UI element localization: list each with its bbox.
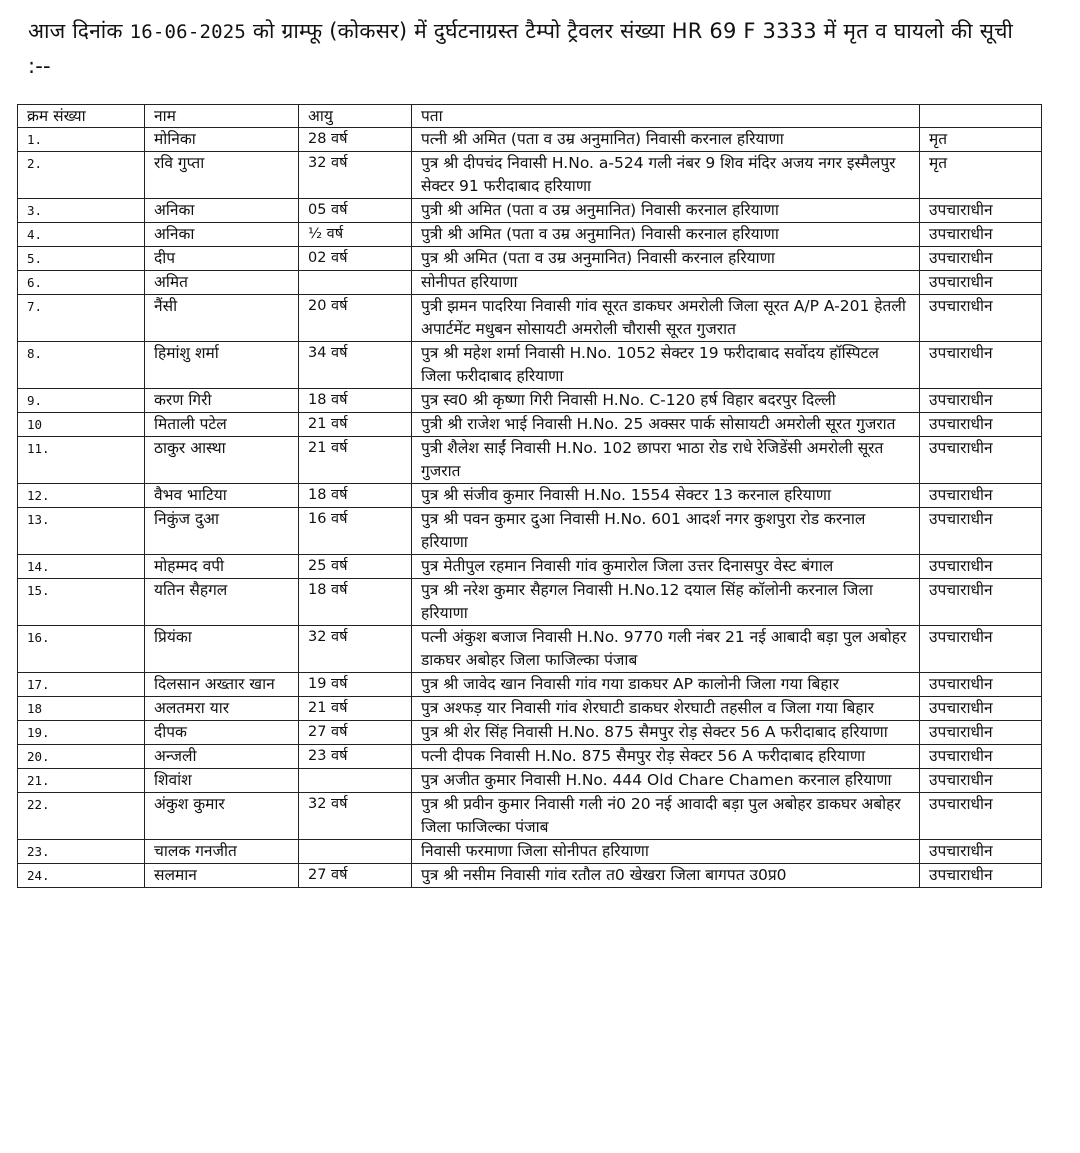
status-cell: उपचाराधीन — [920, 769, 1042, 793]
table-row — [18, 247, 1042, 271]
table-row — [18, 840, 1042, 864]
status-cell: उपचाराधीन — [920, 721, 1042, 745]
name-cell: अलतमरा यार — [145, 697, 299, 721]
name-cell: ठाकुर आस्था — [145, 437, 299, 484]
serial-cell: 1. — [18, 128, 145, 152]
name-cell: अनिका — [145, 199, 299, 223]
status-cell: मृत — [920, 152, 1042, 199]
serial-cell: 23. — [18, 840, 145, 864]
address-cell: पुत्र श्री शेर सिंह निवासी H.No. 875 सैमपुर रोड़ सेक्टर 56 A फरीदाबाद हरियाणा — [412, 721, 920, 745]
status-cell: उपचाराधीन — [920, 413, 1042, 437]
age-cell — [299, 840, 412, 864]
table-row — [18, 793, 1042, 840]
status-cell: उपचाराधीन — [920, 673, 1042, 697]
status-cell: उपचाराधीन — [920, 389, 1042, 413]
table-row — [18, 626, 1042, 673]
age-cell — [299, 769, 412, 793]
address-cell: पत्नी दीपक निवासी H.No. 875 सैमपुर रोड़ सेक्टर 56 A फरीदाबाद हरियाणा — [412, 745, 920, 769]
name-cell: सलमान — [145, 864, 299, 888]
name-cell: निकुंज दुआ — [145, 508, 299, 555]
heading-suffix: को ग्राम्फू (कोकसर) में दुर्घटनाग्रस्त टैम्पो ट्रैवलर संख्या HR 69 F 3333 में मृत व घायलो की सूची :-- — [28, 19, 1014, 78]
status-cell: उपचाराधीन — [920, 295, 1042, 342]
heading-prefix: आज दिनांक — [28, 19, 123, 43]
address-cell: पुत्री शैलेश साईं निवासी H.No. 102 छापरा भाठा रोड राधे रेजिडेंसी अमरोली सूरत गुजरात — [412, 437, 920, 484]
table-row — [18, 128, 1042, 152]
serial-cell: 4. — [18, 223, 145, 247]
header-address: पता — [412, 105, 920, 128]
name-cell: चालक गनजीत — [145, 840, 299, 864]
table-row — [18, 437, 1042, 484]
age-cell: 16 वर्ष — [299, 508, 412, 555]
age-cell: 25 वर्ष — [299, 555, 412, 579]
table-row — [18, 555, 1042, 579]
age-cell — [299, 271, 412, 295]
serial-cell: 3. — [18, 199, 145, 223]
address-cell: पुत्र स्व0 श्री कृष्णा गिरी निवासी H.No. C-120 हर्ष विहार बदरपुर दिल्ली — [412, 389, 920, 413]
address-cell: पुत्र अश्फड़ यार निवासी गांव शेरघाटी डाकघर शेरघाटी तहसील व जिला गया बिहार — [412, 697, 920, 721]
address-cell: पत्नी श्री अमित (पता व उम्र अनुमानित) निवासी करनाल हरियाणा — [412, 128, 920, 152]
name-cell: अमित — [145, 271, 299, 295]
table-row — [18, 389, 1042, 413]
table-row — [18, 697, 1042, 721]
status-cell: मृत — [920, 128, 1042, 152]
table-row — [18, 152, 1042, 199]
header-status — [920, 105, 1042, 128]
table-row — [18, 673, 1042, 697]
serial-cell: 14. — [18, 555, 145, 579]
status-cell: उपचाराधीन — [920, 437, 1042, 484]
serial-cell: 12. — [18, 484, 145, 508]
status-cell: उपचाराधीन — [920, 342, 1042, 389]
age-cell: 18 वर्ष — [299, 579, 412, 626]
serial-cell: 7. — [18, 295, 145, 342]
age-cell: 18 वर्ष — [299, 389, 412, 413]
name-cell: रवि गुप्ता — [145, 152, 299, 199]
address-cell: पुत्र श्री दीपचंद निवासी H.No. a-524 गली नंबर 9 शिव मंदिर अजय नगर इस्मैलपुर सेक्टर 91 फरीदाबाद हरियाणा — [412, 152, 920, 199]
age-cell: 21 वर्ष — [299, 437, 412, 484]
status-cell: उपचाराधीन — [920, 199, 1042, 223]
status-cell: उपचाराधीन — [920, 271, 1042, 295]
address-cell: निवासी फरमाणा जिला सोनीपत हरियाणा — [412, 840, 920, 864]
serial-cell: 16. — [18, 626, 145, 673]
address-cell: पुत्र श्री प्रवीन कुमार निवासी गली नं0 20 नई आवादी बड़ा पुल अबोहर डाकघर अबोहर जिला फाजिल्का पंजाब — [412, 793, 920, 840]
table-row — [18, 271, 1042, 295]
table-row — [18, 199, 1042, 223]
address-cell: पुत्री श्री अमित (पता व उम्र अनुमानित) निवासी करनाल हरियाणा — [412, 223, 920, 247]
serial-cell: 2. — [18, 152, 145, 199]
status-cell: उपचाराधीन — [920, 247, 1042, 271]
heading-date: 16-06-2025 — [129, 21, 247, 43]
age-cell: 32 वर्ष — [299, 626, 412, 673]
address-cell: पुत्र श्री नसीम निवासी गांव रतौल त0 खेखरा जिला बागपत उ0प्र0 — [412, 864, 920, 888]
table-header-row — [18, 105, 1042, 128]
table-row — [18, 342, 1042, 389]
status-cell: उपचाराधीन — [920, 555, 1042, 579]
serial-cell: 17. — [18, 673, 145, 697]
name-cell: दीप — [145, 247, 299, 271]
address-cell: पुत्र श्री अमित (पता व उम्र अनुमानित) निवासी करनाल हरियाणा — [412, 247, 920, 271]
address-cell: पुत्र श्री जावेद खान निवासी गांव गया डाकघर AP कालोनी जिला गया बिहार — [412, 673, 920, 697]
age-cell: 27 वर्ष — [299, 864, 412, 888]
table-row — [18, 223, 1042, 247]
header-serial: क्रम संख्या — [18, 105, 145, 128]
status-cell: उपचाराधीन — [920, 508, 1042, 555]
address-cell: पुत्र श्री महेश शर्मा निवासी H.No. 1052 सेक्टर 19 फरीदाबाद सर्वोदय हॉस्पिटल जिला फरीदाबाद हरियाणा — [412, 342, 920, 389]
age-cell: 21 वर्ष — [299, 413, 412, 437]
serial-cell: 5. — [18, 247, 145, 271]
age-cell: 02 वर्ष — [299, 247, 412, 271]
age-cell: 18 वर्ष — [299, 484, 412, 508]
serial-cell: 8. — [18, 342, 145, 389]
name-cell: प्रियंका — [145, 626, 299, 673]
status-cell: उपचाराधीन — [920, 864, 1042, 888]
age-cell: 05 वर्ष — [299, 199, 412, 223]
serial-cell: 10 — [18, 413, 145, 437]
age-cell: 19 वर्ष — [299, 673, 412, 697]
name-cell: शिवांश — [145, 769, 299, 793]
table-row — [18, 864, 1042, 888]
table-row — [18, 579, 1042, 626]
serial-cell: 13. — [18, 508, 145, 555]
serial-cell: 9. — [18, 389, 145, 413]
address-cell: पुत्र मेतीपुल रहमान निवासी गांव कुमारोल जिला उत्तर दिनासपुर वेस्ट बंगाल — [412, 555, 920, 579]
name-cell: दीपक — [145, 721, 299, 745]
age-cell: 28 वर्ष — [299, 128, 412, 152]
name-cell: दिलसान अख्तार खान — [145, 673, 299, 697]
address-cell: पत्नी अंकुश बजाज निवासी H.No. 9770 गली नंबर 21 नई आबादी बड़ा पुल अबोहर डाकघर अबोहर जिला फाजिल्का पंजाब — [412, 626, 920, 673]
serial-cell: 19. — [18, 721, 145, 745]
serial-cell: 18 — [18, 697, 145, 721]
age-cell: 32 वर्ष — [299, 152, 412, 199]
age-cell: 20 वर्ष — [299, 295, 412, 342]
address-cell: पुत्री झमन पादरिया निवासी गांव सूरत डाकघर अमरोली जिला सूरत A/P A-201 हेतली अपार्टमेंट मधुबन सोसायटी अमरोली चौरासी सूरत गुजरात — [412, 295, 920, 342]
casualty-table — [17, 104, 1042, 888]
header-age: आयु — [299, 105, 412, 128]
name-cell: वैभव भाटिया — [145, 484, 299, 508]
name-cell: अंकुश कुमार — [145, 793, 299, 840]
address-cell: पुत्र श्री पवन कुमार दुआ निवासी H.No. 601 आदर्श नगर कुशपुरा रोड करनाल हरियाणा — [412, 508, 920, 555]
address-cell: सोनीपत हरियाणा — [412, 271, 920, 295]
status-cell: उपचाराधीन — [920, 793, 1042, 840]
status-cell: उपचाराधीन — [920, 840, 1042, 864]
status-cell: उपचाराधीन — [920, 745, 1042, 769]
name-cell: अन्जली — [145, 745, 299, 769]
status-cell: उपचाराधीन — [920, 579, 1042, 626]
name-cell: अनिका — [145, 223, 299, 247]
name-cell: नैंसी — [145, 295, 299, 342]
age-cell: 21 वर्ष — [299, 697, 412, 721]
serial-cell: 24. — [18, 864, 145, 888]
table-row — [18, 769, 1042, 793]
status-cell: उपचाराधीन — [920, 626, 1042, 673]
status-cell: उपचाराधीन — [920, 484, 1042, 508]
serial-cell: 11. — [18, 437, 145, 484]
name-cell: यतिन सैहगल — [145, 579, 299, 626]
address-cell: पुत्री श्री अमित (पता व उम्र अनुमानित) निवासी करनाल हरियाणा — [412, 199, 920, 223]
age-cell: 32 वर्ष — [299, 793, 412, 840]
name-cell: मोहम्मद वपी — [145, 555, 299, 579]
status-cell: उपचाराधीन — [920, 223, 1042, 247]
address-cell: पुत्र अजीत कुमार निवासी H.No. 444 Old Chare Chamen करनाल हरियाणा — [412, 769, 920, 793]
address-cell: पुत्र श्री नरेश कुमार सैहगल निवासी H.No.12 दयाल सिंह कॉलोनी करनाल जिला हरियाणा — [412, 579, 920, 626]
table-row — [18, 745, 1042, 769]
serial-cell: 15. — [18, 579, 145, 626]
table-row — [18, 413, 1042, 437]
table-body — [18, 128, 1042, 888]
table-row — [18, 508, 1042, 555]
name-cell: मिताली पटेल — [145, 413, 299, 437]
serial-cell: 22. — [18, 793, 145, 840]
header-name: नाम — [145, 105, 299, 128]
address-cell: पुत्री श्री राजेश भाई निवासी H.No. 25 अक्सर पार्क सोसायटी अमरोली सूरत गुजरात — [412, 413, 920, 437]
table-row — [18, 484, 1042, 508]
name-cell: मोनिका — [145, 128, 299, 152]
status-cell: उपचाराधीन — [920, 697, 1042, 721]
age-cell: 34 वर्ष — [299, 342, 412, 389]
table-row — [18, 721, 1042, 745]
serial-cell: 20. — [18, 745, 145, 769]
age-cell: ½ वर्ष — [299, 223, 412, 247]
age-cell: 27 वर्ष — [299, 721, 412, 745]
name-cell: करण गिरी — [145, 389, 299, 413]
age-cell: 23 वर्ष — [299, 745, 412, 769]
table-row — [18, 295, 1042, 342]
document-heading — [28, 14, 1028, 83]
name-cell: हिमांशु शर्मा — [145, 342, 299, 389]
serial-cell: 21. — [18, 769, 145, 793]
serial-cell: 6. — [18, 271, 145, 295]
address-cell: पुत्र श्री संजीव कुमार निवासी H.No. 1554 सेक्टर 13 करनाल हरियाणा — [412, 484, 920, 508]
